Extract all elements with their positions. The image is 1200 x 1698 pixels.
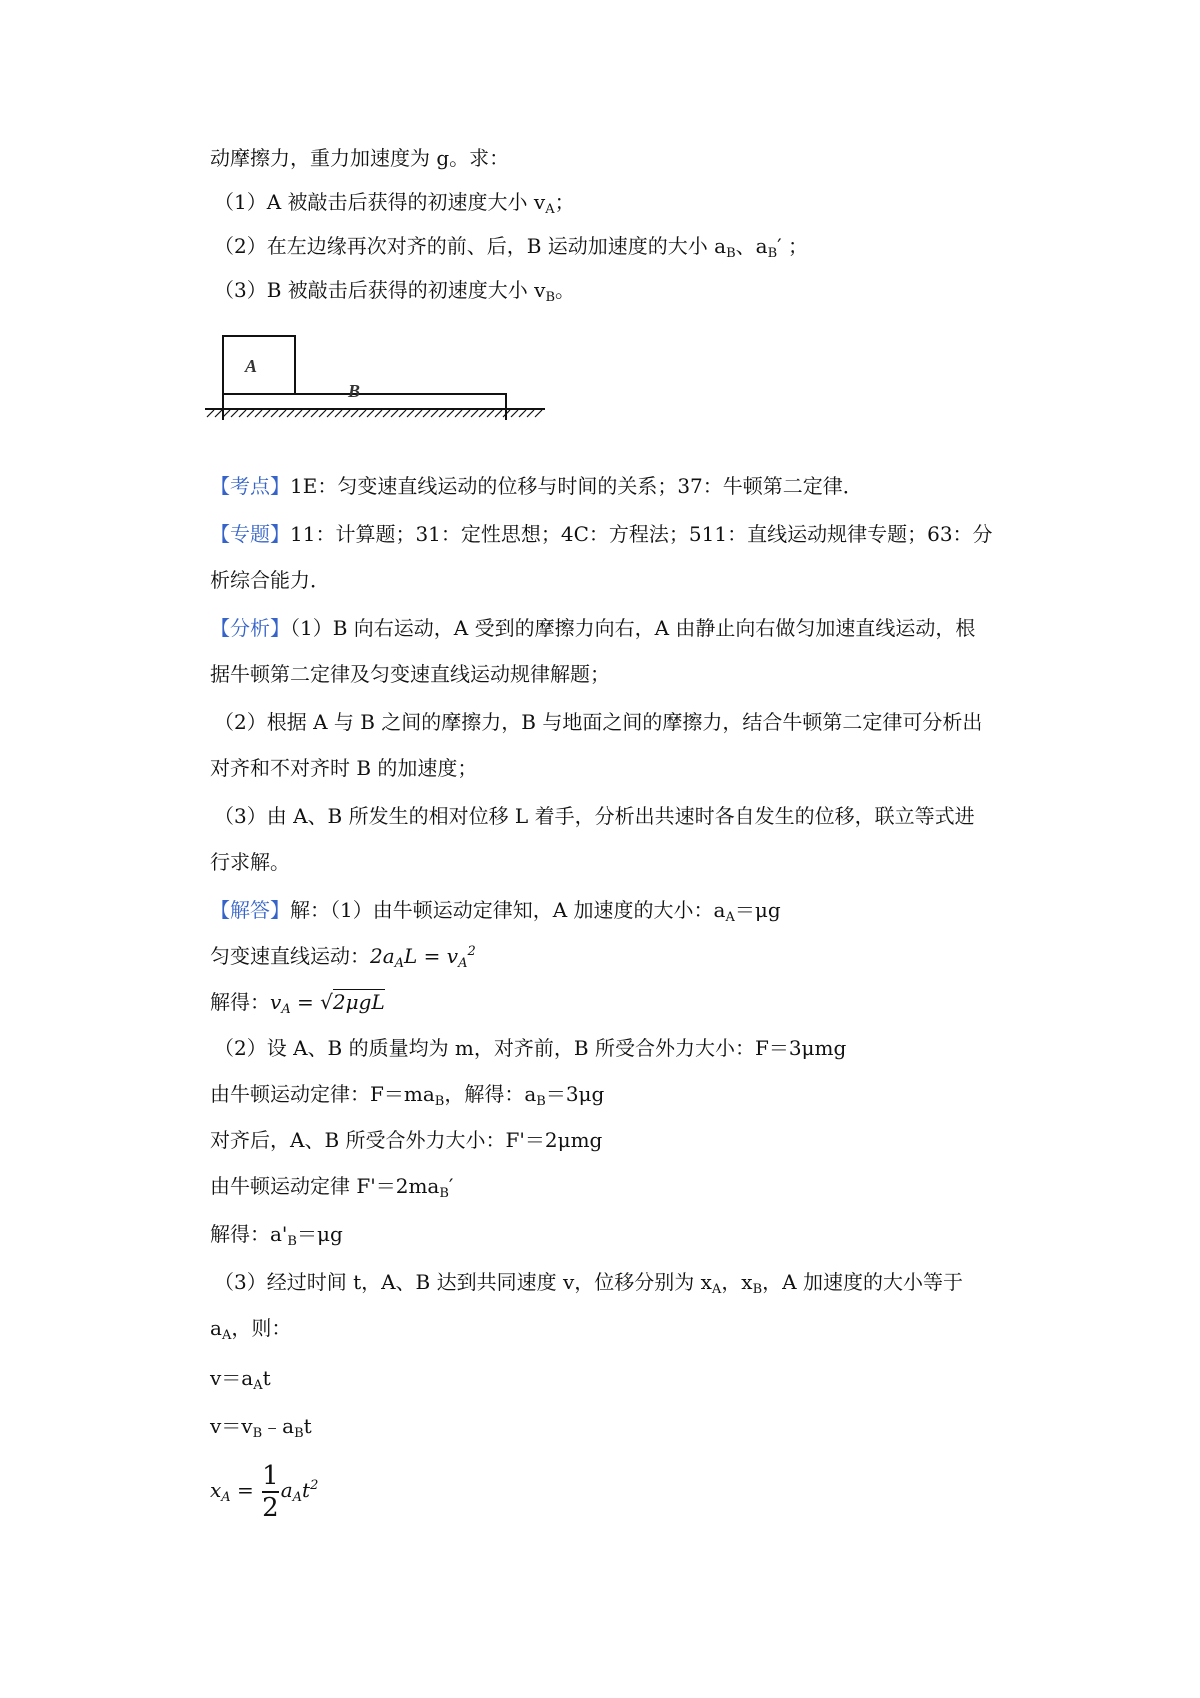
fenxi-tag: 【分析】 bbox=[210, 616, 290, 640]
zhuanti: 【专题】11：计算题；31：定性思想；4C：方程法；511：直线运动规律专题；63：分 bbox=[210, 522, 993, 546]
jieda-step-3: 解得：$v_A = √2\mu gL$ bbox=[210, 990, 385, 1017]
question-1: （1）A 被敲击后获得的初速度大小 $v_A$； bbox=[214, 190, 575, 217]
zhuanti-cont: 析综合能力． bbox=[210, 568, 330, 592]
zhuanti-tag: 【专题】 bbox=[210, 522, 290, 546]
jieda-step-9: （3）经过时间 t，A、B 达到共同速度 v，位移分别为 $x_A$，$x_B$，A 加速度的大小等于 bbox=[214, 1270, 963, 1297]
block-a bbox=[223, 336, 295, 394]
question-2: （2）在左边缘再次对齐的前、后，B 运动加速度的大小 $a_B$、$a_B'$ ； bbox=[214, 234, 809, 261]
fenxi-line-4: 对齐和不对齐时 B 的加速度； bbox=[210, 756, 478, 780]
jieda-step-4: （2）设 A、B 的质量均为 m，对齐前，B 所受合外力大小：F＝3μmg bbox=[214, 1036, 847, 1060]
jieda-step-11: $v=a_At$ bbox=[210, 1366, 271, 1393]
jieda-step-2: 匀变速直线运动：$2a_AL = v_A^2$ bbox=[210, 944, 476, 971]
jieda-step-6: 对齐后，A、B 所受合外力大小：F'＝2μmg bbox=[210, 1128, 603, 1152]
fenxi-line-5: （3）由 A、B 所发生的相对位移 L 着手，分析出共速时各自发生的位移，联立等式进 bbox=[214, 804, 975, 828]
jieda-step-7: 由牛顿运动定律 $F'=2ma_B'$ bbox=[210, 1174, 454, 1201]
fenxi-line-3: （2）根据 A 与 B 之间的摩擦力，B 与地面之间的摩擦力，结合牛顿第二定律可分析出 bbox=[214, 710, 983, 734]
jieda-step-12: $v=v_B﹣a_Bt$ bbox=[210, 1414, 312, 1441]
kaodian: 【考点】1E：匀变速直线运动的位移与时间的关系；37：牛顿第二定律． bbox=[210, 474, 863, 498]
jieda-step-8: 解得：$a'_B=\mu g$ bbox=[210, 1222, 343, 1249]
jieda-step-13: $x_A$ = $\frac{1}{2}$ $a_At^2$ bbox=[210, 1460, 319, 1523]
jieda-step-10: $a_A$，则： bbox=[210, 1316, 292, 1343]
jieda-tag: 【解答】 bbox=[210, 898, 290, 922]
jieda: 【解答】解：（1）由牛顿运动定律知，A 加速度的大小：$a_A=\mu g$ bbox=[210, 898, 781, 925]
fenxi: 【分析】（1）B 向右运动，A 受到的摩擦力向右，A 由静止向右做匀加速直线运动，根 bbox=[210, 616, 976, 640]
jieda-step-5: 由牛顿运动定律：$F=ma_B$，解得：$a_B=3\mu g$ bbox=[210, 1082, 605, 1109]
fraction-one-half: $\frac{1}{2}$ bbox=[262, 1460, 279, 1523]
label-b: B bbox=[348, 381, 361, 401]
ground-hatch bbox=[207, 410, 542, 417]
kaodian-tag: 【考点】 bbox=[210, 474, 290, 498]
block-diagram bbox=[205, 335, 555, 420]
question-3: （3）B 被敲击后获得的初速度大小 $v_B$。 bbox=[214, 278, 575, 305]
fenxi-line-6: 行求解。 bbox=[210, 850, 290, 874]
question-intro: 动摩擦力，重力加速度为 g。求： bbox=[210, 146, 510, 170]
label-a: A bbox=[245, 356, 258, 376]
fenxi-line-2: 据牛顿第二定律及匀变速直线运动规律解题； bbox=[210, 662, 610, 686]
